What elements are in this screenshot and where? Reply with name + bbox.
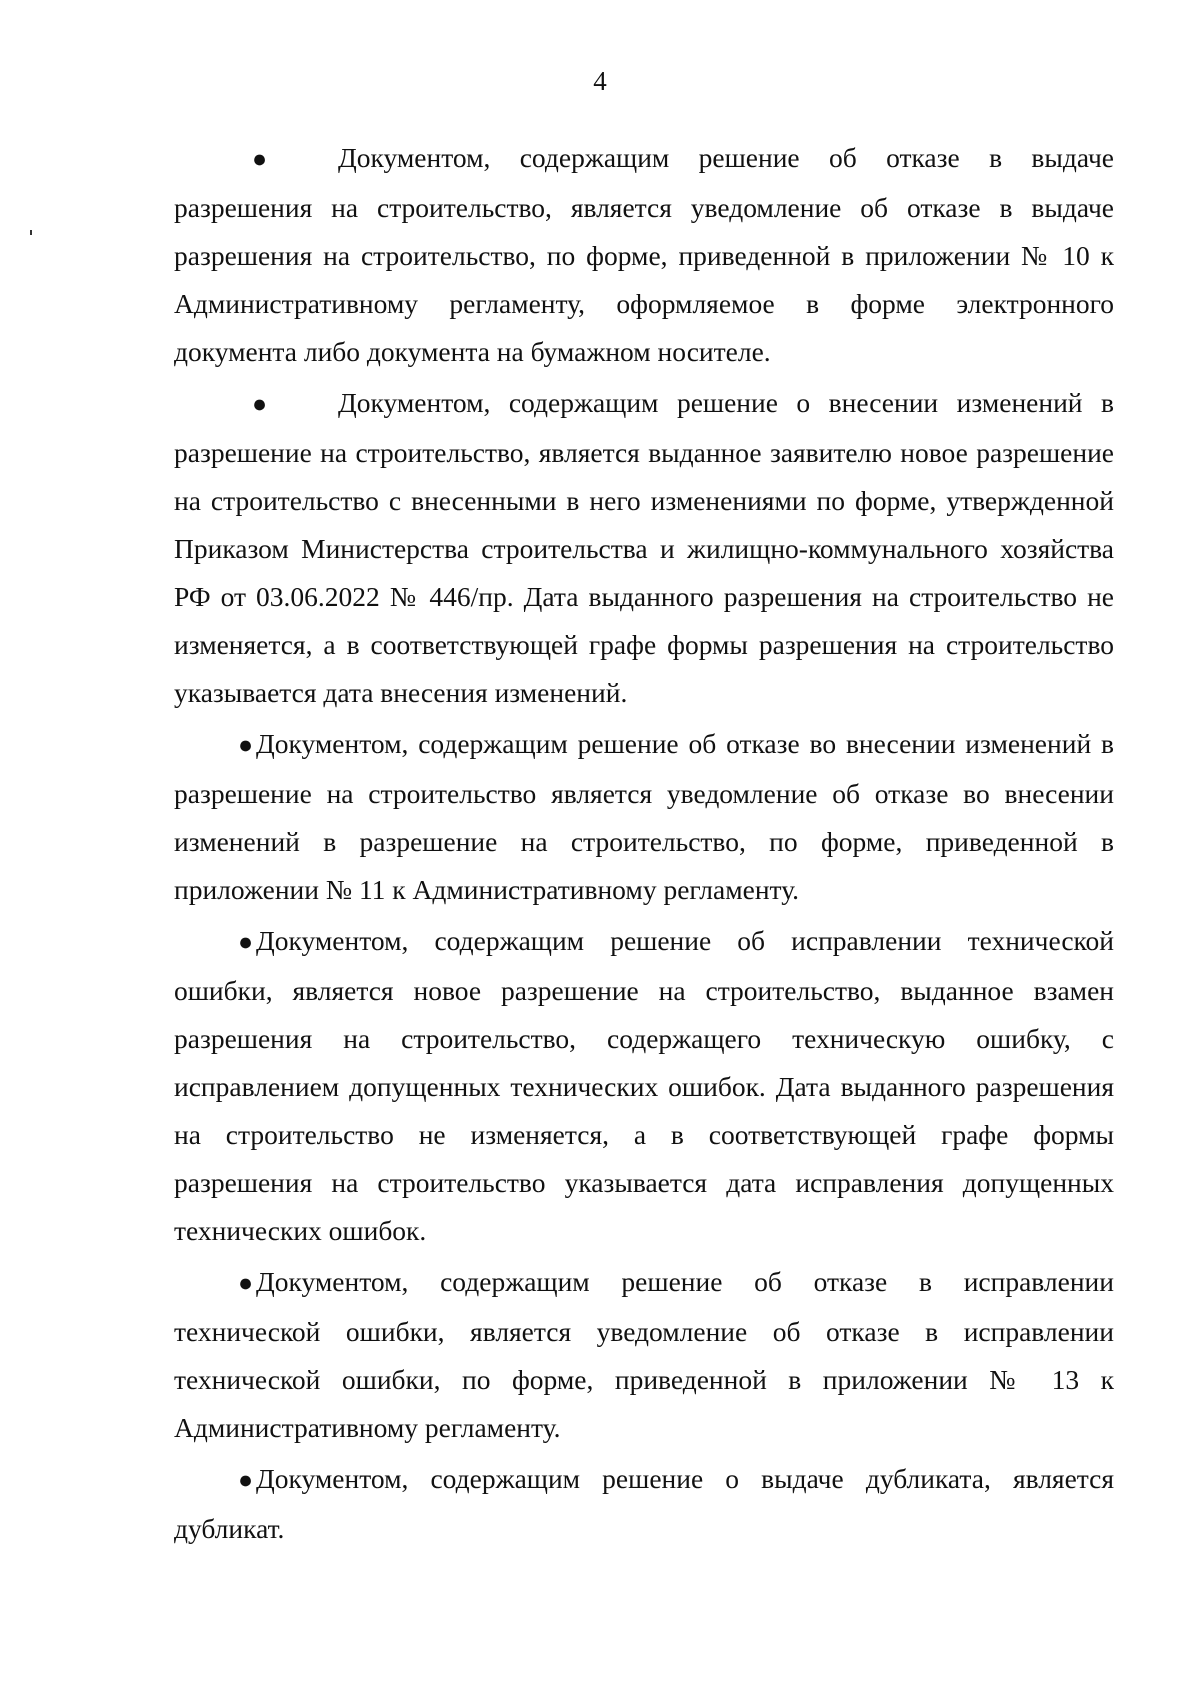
paragraph-text: Документом, содержащим решение об отказе во внесении изменений в разрешение на строительство является уведомление об отказе во внесении изменений в разрешение на строительство, по форме, приведенной в приложении № 11 к Административному регламенту. — [174, 728, 1114, 905]
paragraph-refusal-permit — [174, 134, 1114, 376]
bullet-icon: ● — [238, 929, 254, 956]
paragraph-text: Документом, содержащим решение об отказе в выдаче разрешения на строительство, является уведомление об отказе в выдаче разрешения на строительство, по форме, приведенной в приложении № 10 к Административному регламенту, оформляемое в форме электронного документа либо документа на бумажном носителе. — [174, 142, 1114, 367]
paragraph-text: Документом, содержащим решение о внесении изменений в разрешение на строительство, является выданное заявителю новое разрешение на строительство с внесенными в него изменениями по форме, утвержденной Приказом Министерства строительства и жилищно-коммунального хозяйства РФ от 03.06.2022 № 446/пр. Дата выданного разрешения на строительство не изменяется, а в соответствующей графе формы разрешения на строительство указывается дата внесения изменений. — [174, 387, 1114, 708]
paragraph-text: Документом, содержащим решение о выдаче дубликата, является дубликат. — [174, 1463, 1114, 1544]
bullet-icon: ● — [252, 391, 268, 418]
bullet-icon: ● — [238, 732, 254, 759]
paragraph-text: Документом, содержащим решение об исправлении технической ошибки, является новое разрешение на строительство, выданное взамен разрешения на строительство, содержащего техническую ошибку, с исправлением допущенных технических ошибок. Дата выданного разрешения на строительство не изменяется, а в соответствующей графе формы разрешения на строительство указывается дата исправления допущенных технических ошибок. — [174, 925, 1114, 1246]
page-number: 4 — [593, 66, 607, 96]
bullet-icon: ● — [238, 1270, 254, 1297]
scan-mark — [30, 230, 32, 235]
body-text — [174, 134, 1114, 1553]
paragraph-duplicate — [174, 1455, 1114, 1553]
paragraph-error-correction — [174, 917, 1114, 1255]
paragraph-refusal-correction — [174, 1258, 1114, 1452]
paragraph-text: Документом, содержащим решение об отказе в исправлении технической ошибки, является уведомление об отказе в исправлении технической ошибки, по форме, приведенной в приложении № 13 к Административному регламенту. — [174, 1266, 1114, 1443]
bullet-icon: ● — [238, 1467, 254, 1494]
paragraph-permit-changes — [174, 379, 1114, 717]
paragraph-refusal-changes — [174, 720, 1114, 914]
bullet-icon: ● — [252, 146, 268, 173]
